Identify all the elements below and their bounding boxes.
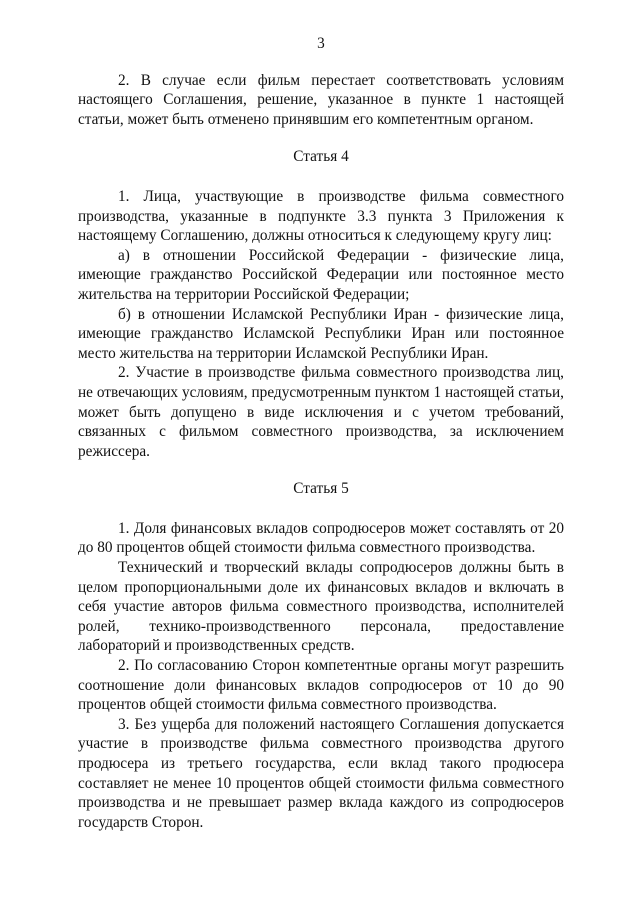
paragraph-article5-item3: 3. Без ущерба для положений настоящего Соглашения допускается участие в производстве фильма совместного производства другого продюсера из третьего государства, если вклад такого продюсера составляет не менее 10 процентов общей стоимости фильма совместного производства и не превышает размер вклада каждого из сопродюсеров государств Сторон. xyxy=(78,715,564,831)
spacer xyxy=(78,129,564,147)
spacer xyxy=(78,499,564,519)
paragraph-article4-item1a: а) в отношении Российской Федерации - физические лица, имеющие гражданство Российской Федерации или постоянное место жительства на территории Российской Федерации; xyxy=(78,246,564,303)
paragraph-article4-item1: 1. Лица, участвующие в производстве фильма совместного производства, указанные в подпункте 3.3 пункта 3 Приложения к настоящему Соглашению, должны относиться к следующему кругу лиц: xyxy=(78,187,564,245)
paragraph-article5-item2: 2. По согласованию Сторон компетентные органы могут разрешить соотношение доли финансовых вкладов сопродюсеров от 10 до 90 процентов общей стоимости фильма совместного производства. xyxy=(78,657,564,714)
document-page xyxy=(78,34,564,832)
heading-article-4: Статья 4 xyxy=(293,148,349,166)
heading-article-5: Статья 5 xyxy=(293,480,349,498)
spacer xyxy=(78,167,564,187)
paragraph-article4-item1b: б) в отношении Исламской Республики Иран - физические лица, имеющие гражданство Исламской Республики Иран или постоянное место жительства на территории Исламской Республики Иран. xyxy=(78,305,564,362)
paragraph-article3-item2: 2. В случае если фильм перестает соответствовать условиям настоящего Соглашения, решение, указанное в пункте 1 настоящей статьи, может быть отменено принявшим его компетентным органом. xyxy=(78,71,564,128)
page-number: 3 xyxy=(317,35,325,52)
paragraph-article5-item1-contrib: Технический и творческий вклады сопродюсеров должны быть в целом пропорциональными доле их финансовых вкладов и включать в себя участие авторов фильма совместного производства, исполнителей ролей, технико-производственного персонала, предоставление лабораторий и производственных средств. xyxy=(78,559,564,655)
paragraph-article4-item2: 2. Участие в производстве фильма совместного производства лиц, не отвечающих условиям, предусмотренным пунктом 1 настоящей статьи, может быть допущено в виде исключения и с учетом требований, связанных с фильмом совместного производства, за исключением режиссера. xyxy=(78,364,564,460)
spacer xyxy=(78,461,564,479)
paragraph-article5-item1: 1. Доля финансовых вкладов сопродюсеров может составлять от 20 до 80 процентов общей стоимости фильма совместного производства. xyxy=(78,519,564,557)
